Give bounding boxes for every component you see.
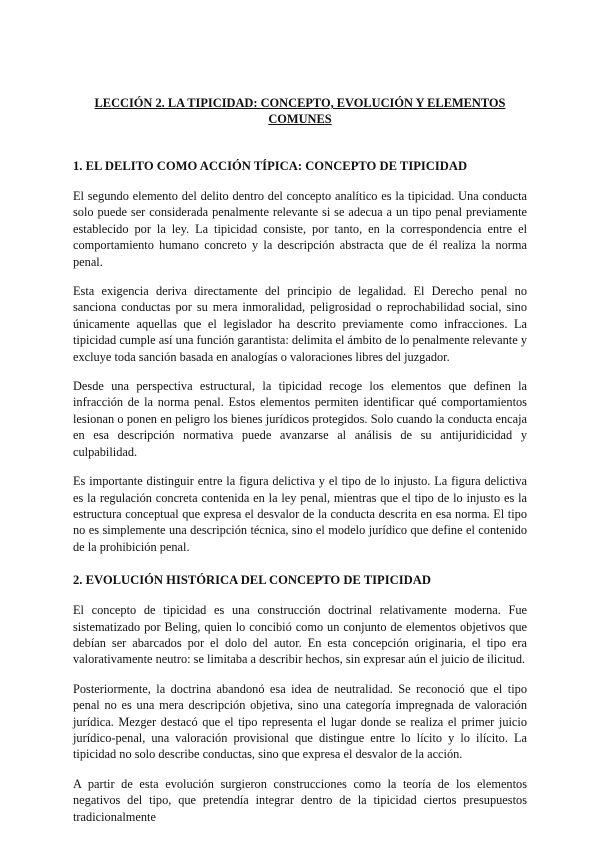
section-2-paragraph-2: Posteriormente, la doctrina abandonó esa idea de neutralidad. Se reconoció que el tipo penal no es una mera descripción objetiva, sino una categoría impregnada de valoración jurídica. Mezger destacó que el tipo representa el lugar donde se realiza el primer juicio jurídico-penal, una valoración provisional que distingue entre lo lícito y lo ilícito. La tipicidad no solo describe conductas, sino que expresa el desvalor de la acción. (73, 681, 527, 762)
section-1-paragraph-3: Desde una perspectiva estructural, la tipicidad recoge los elementos que definen la infracción de la norma penal. Estos elementos permiten identificar qué comportamientos lesionan o ponen en peligro los bienes jurídicos protegidos. Solo cuando la conducta encaja en esa descripción normativa puede avanzarse al análisis de su antijuridicidad y culpabilidad. (73, 379, 527, 459)
section-2-heading: 2. EVOLUCIÓN HISTÓRICA DEL CONCEPTO DE TIPICIDAD (73, 573, 431, 588)
document-title: LECCIÓN 2. LA TIPICIDAD: CONCEPTO, EVOLUCIÓN Y ELEMENTOS COMUNES (94, 96, 506, 126)
section-1-heading: 1. EL DELITO COMO ACCIÓN TÍPICA: CONCEPTO DE TIPICIDAD (73, 159, 468, 173)
document-page (73, 95, 527, 825)
section-1-paragraph-2: Esta exigencia deriva directamente del principio de legalidad. El Derecho penal no sanciona conductas por su mera inmoralidad, peligrosidad o reprochabilidad social, sino únicamente aquellas que el legislador ha descrito previamente como infracciones. La tipicidad cumple así una función garantista: delimita el ámbito de lo penalmente relevante y excluye toda sanción basada en analogías o valoraciones libres del juzgador. (73, 284, 527, 364)
section-2-paragraph-3: A partir de esta evolución surgieron construcciones como la teoría de los elementos negativos del tipo, que pretendía integrar dentro de la tipicidad ciertos presupuestos tradicionalmente (73, 776, 527, 824)
section-1-paragraph-1: El segundo elemento del delito dentro del concepto analítico es la tipicidad. Una conducta solo puede ser considerada penalmente relevante si se adecua a un tipo penal previamente establecido por la ley. La tipicidad consiste, por tanto, en la correspondencia entre el comportamiento humano concreto y la descripción abstracta que de él realiza la norma penal. (73, 189, 527, 269)
section-1-paragraph-4: Es importante distinguir entre la figura delictiva y el tipo de lo injusto. La figura delictiva es la regulación concreta contenida en la ley penal, mientras que el tipo de lo injusto es la estructura conceptual que expresa el desvalor de la conducta descrita en esa norma. El tipo no es simplemente una descripción técnica, sino el modelo jurídico que define el contenido de la prohibición penal. (73, 474, 527, 554)
section-2-paragraph-1: El concepto de tipicidad es una construcción doctrinal relativamente moderna. Fue sistematizado por Beling, quien lo concibió como un conjunto de elementos objetivos que debían ser abarcados por el dolo del autor. En esta concepción originaria, el tipo era valorativamente neutro: se limitaba a describir hechos, sin expresar aún el juicio de ilicitud. (73, 603, 527, 667)
